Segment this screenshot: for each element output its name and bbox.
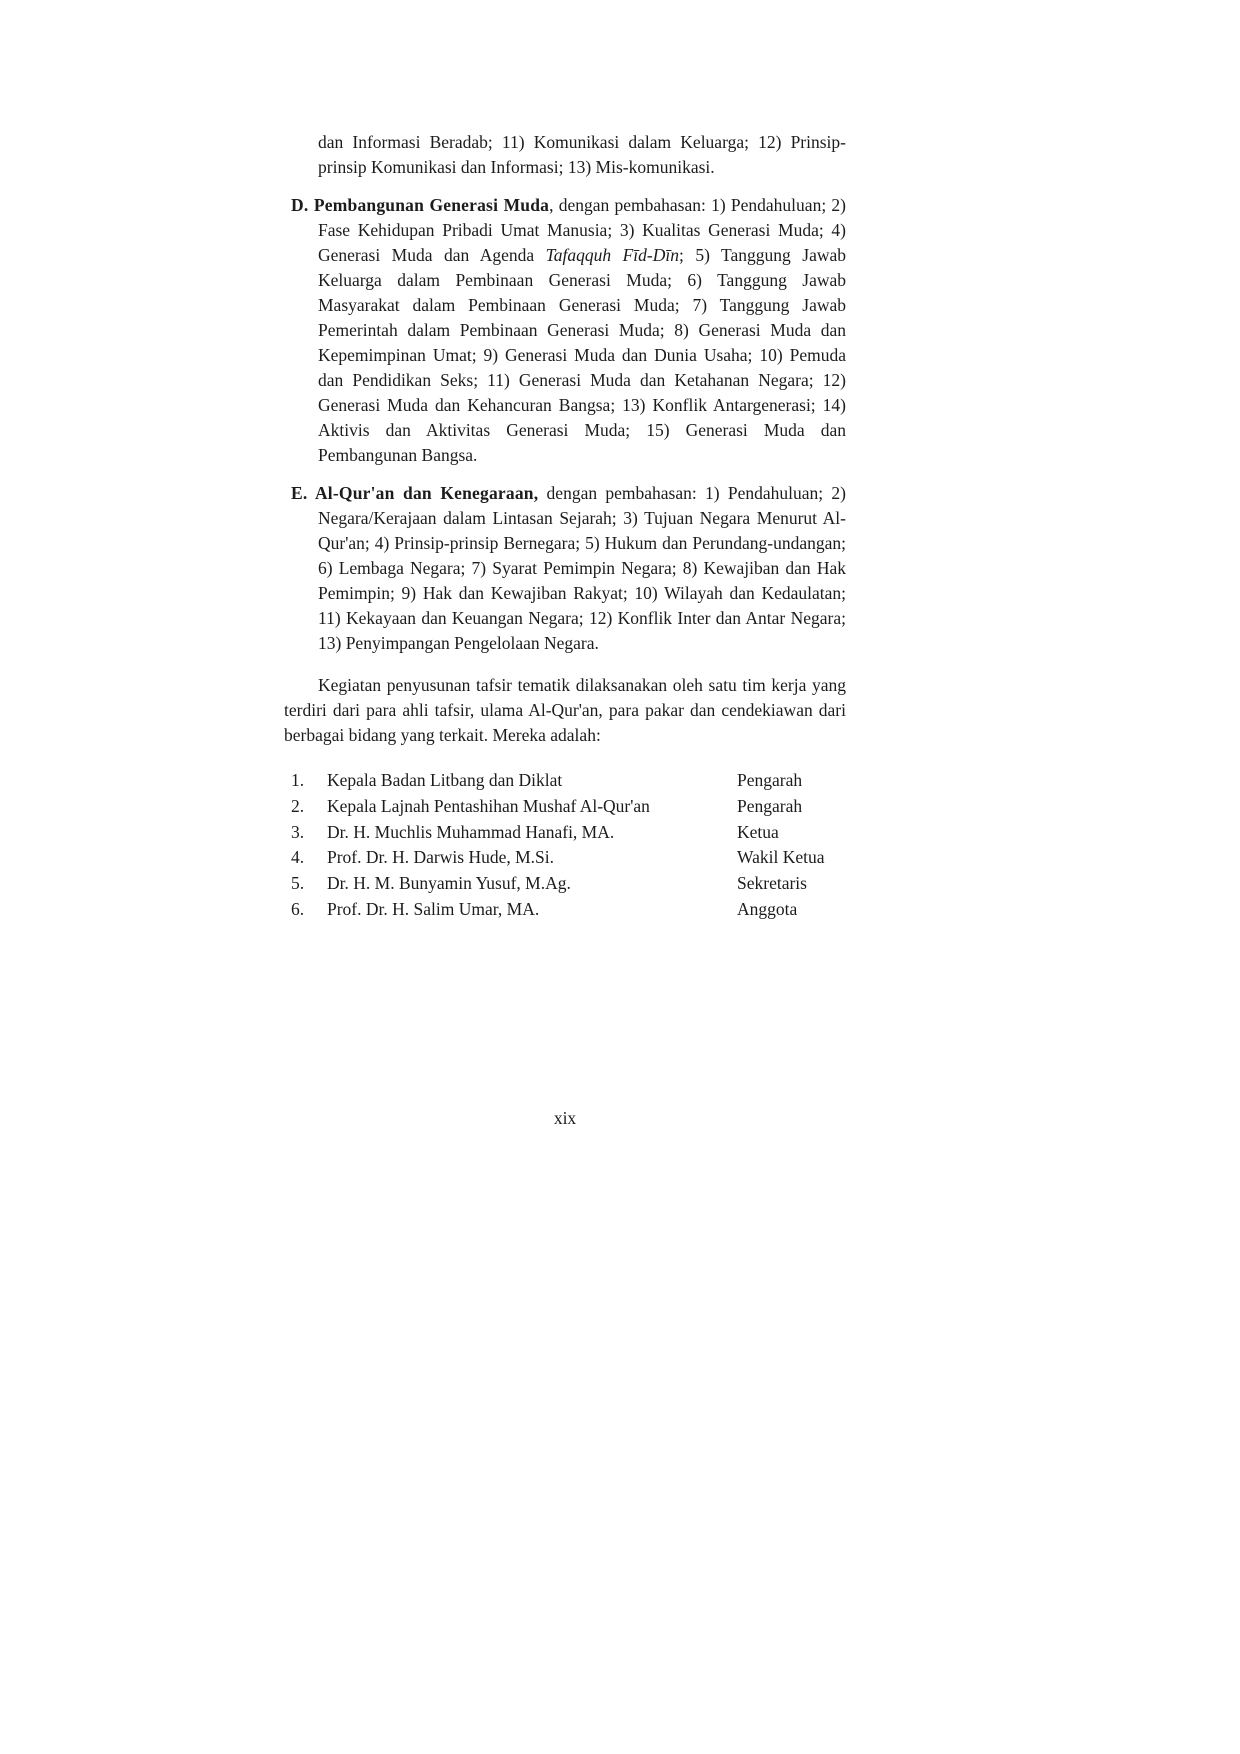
outline-item-e xyxy=(291,481,846,656)
outline-item-d-italic-term: Tafaqquh Fīd-Dīn xyxy=(545,245,679,265)
committee-row xyxy=(291,820,846,846)
committee-member-role: Sekretaris xyxy=(737,873,807,894)
committee-member-name: Prof. Dr. H. Darwis Hude, M.Si. xyxy=(327,847,555,868)
page-content xyxy=(284,130,846,923)
outline-item-e-body-1: dengan pembahasan: 1) Pendahuluan; 2) Negara/Kerajaan dalam Lintasan Sejarah; 3) Tujuan Negara Menurut Al-Qur'an; 4) Prinsip-prinsip Bernegara; 5) Hukum dan Perundang-undangan; 6) Lembaga Negara; 7) Syarat Pemimpin Negara; 8) Kewajiban dan Hak Pemimpin; 9) Hak dan Kewajiban Rakyat; 10) Wilayah dan Kedaulatan; 11) Kekayaan dan Keuangan Negara; 12) Konflik Inter dan Antar Negara; 13) Penyimpangan Pengelolaan Negara. xyxy=(318,483,846,653)
committee-member-name: Kepala Badan Litbang dan Diklat xyxy=(327,770,563,790)
committee-row-number: 1. xyxy=(291,770,305,790)
committee-row xyxy=(291,794,846,820)
page-number: xix xyxy=(553,1108,577,1128)
committee-row xyxy=(291,845,846,871)
outline-item-d-body-2: ; 5) Tanggung Jawab Keluarga dalam Pembinaan Generasi Muda; 6) Tanggung Jawab Masyarakat dalam Pembinaan Generasi Muda; 7) Tanggung Jawab Pemerintah dalam Pembinaan Generasi Muda; 8) Generasi Muda dan Kepemimpinan Umat; 9) Generasi Muda dan Dunia Usaha; 10) Pemuda dan Pendidikan Seks; 11) Generasi Muda dan Ketahanan Negara; 12) Generasi Muda dan Kehancuran Bangsa; 13) Konflik Antargenerasi; 14) Aktivis dan Aktivitas Generasi Muda; 15) Generasi Muda dan Pembangunan Bangsa. xyxy=(318,245,846,465)
committee-row-number: 4. xyxy=(291,847,305,868)
committee-member-name: Dr. H. M. Bunyamin Yusuf, M.Ag. xyxy=(327,873,571,894)
outline-item-d-title: Pembangunan Generasi Muda xyxy=(313,195,550,215)
committee-row xyxy=(291,897,846,923)
team-paragraph: Kegiatan penyusunan tafsir tematik dilaksanakan oleh satu tim kerja yang terdiri dari para ahli tafsir, ulama Al-Qur'an, para pakar dan cendekiawan dari berbagai bidang yang terkait. Mereka adalah: xyxy=(284,675,846,745)
outline-item-e-title: Al-Qur'an dan Kenegaraan, xyxy=(314,483,539,503)
outline-item-e-label: E. xyxy=(291,483,308,503)
committee-row-number: 6. xyxy=(291,898,305,919)
committee-list xyxy=(291,768,846,923)
outline-item-d-body-1: , dengan pembahasan: 1) Pendahuluan; 2) Fase Kehidupan Pribadi Umat Manusia; 3) Kualitas Generasi Muda; 4) Generasi Muda dan Agenda xyxy=(318,195,846,265)
committee-member-role: Ketua xyxy=(737,821,779,842)
committee-row-number: 5. xyxy=(291,873,305,894)
committee-row xyxy=(291,871,846,897)
committee-member-role: Pengarah xyxy=(737,795,803,816)
committee-row-number: 3. xyxy=(291,821,305,842)
committee-member-name: Kepala Lajnah Pentashihan Mushaf Al-Qur'an xyxy=(327,795,650,816)
committee-member-name: Prof. Dr. H. Salim Umar, MA. xyxy=(327,898,540,919)
committee-member-role: Anggota xyxy=(737,898,798,919)
committee-member-name: Dr. H. Muchlis Muhammad Hanafi, MA. xyxy=(327,821,615,842)
continuation-paragraph: dan Informasi Beradab; 11) Komunikasi dalam Keluarga; 12) Prinsip-prinsip Komunikasi dan Informasi; 13) Mis-komunikasi. xyxy=(318,132,846,177)
committee-row xyxy=(291,768,846,794)
outline-item-d-label: D. xyxy=(291,195,309,215)
committee-member-role: Pengarah xyxy=(737,770,803,790)
committee-member-role: Wakil Ketua xyxy=(737,847,825,868)
committee-row-number: 2. xyxy=(291,795,305,816)
outline-item-d xyxy=(291,193,846,468)
